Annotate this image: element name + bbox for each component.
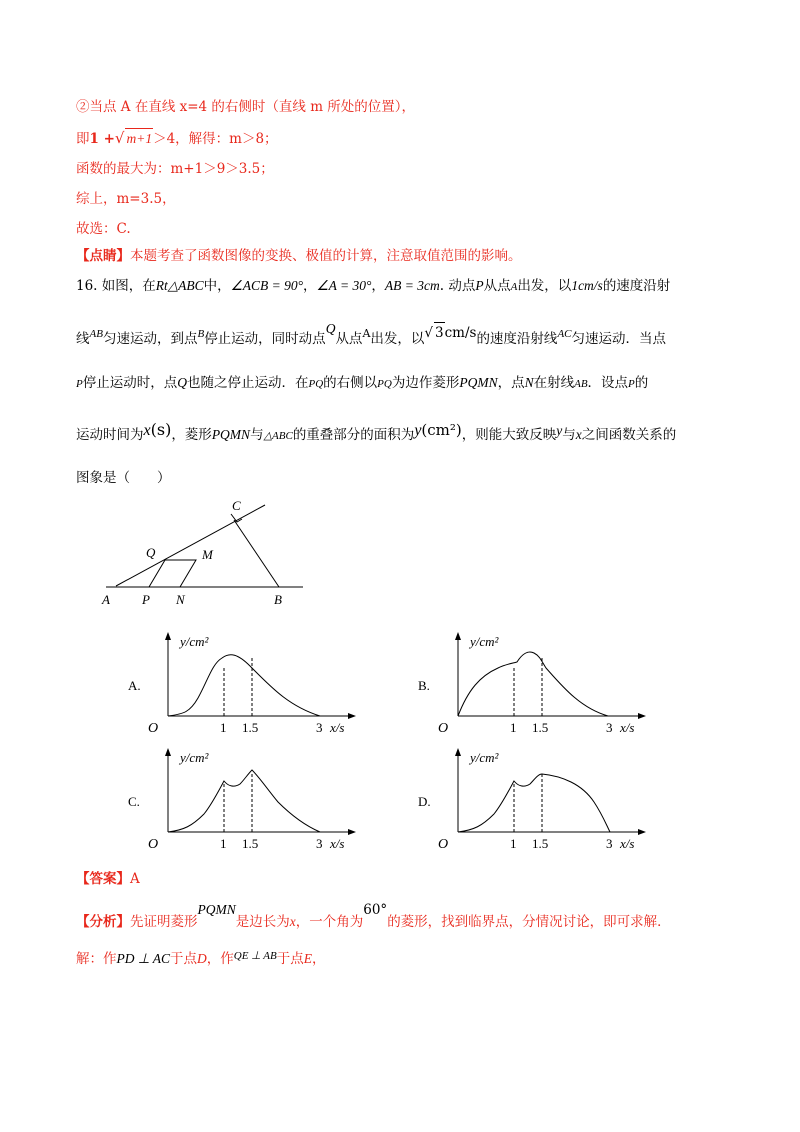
x-axis-label: x/s (620, 836, 635, 851)
tick-label: 1.5 (532, 720, 549, 735)
solution-start-line: 解：作PD ⊥ AC于点D，作$^{QE \perp AB}$于点E， (76, 950, 326, 967)
option-graph (410, 744, 650, 854)
option-letter: B. (418, 678, 430, 693)
answer-line (76, 869, 140, 889)
label-c: C (232, 498, 241, 513)
question-line-1: 16. 如图，在Rt△ABC中，∠ACB = 90°，∠A = 30°，AB = 3cm. 动点P从点A出发，以1cm/s的速度沿射 (76, 278, 671, 294)
tick-label: 3 (606, 720, 613, 735)
comment-tag: 【点睛】 (76, 248, 130, 264)
tick-label: 3 (316, 720, 323, 735)
y-axis-arrow (455, 748, 461, 756)
x-axis-label: x/s (620, 720, 635, 735)
origin-label: O (438, 837, 449, 852)
segment-cb (234, 520, 279, 587)
question-line-4: 运动时间为x(s)，菱形PQMN与△ABC的重叠部分的面积为y(cm²)，则能大致反映y与x之间函数关系的 (76, 420, 677, 443)
label-q: Q (146, 545, 156, 560)
tick-label: 1 (220, 720, 227, 735)
label-a: A (102, 592, 110, 607)
label-m: M (202, 547, 213, 562)
option-graph (410, 628, 650, 738)
solution-line-3: 函数的最大为：m+1＞9＞3.5； (76, 161, 274, 177)
origin-label: O (438, 721, 449, 736)
x-axis-label: x/s (330, 720, 345, 735)
origin-label: O (148, 721, 159, 736)
label-n: N (176, 592, 185, 607)
tick-label: 1.5 (242, 720, 259, 735)
solution-line-4: 综上，m=3.5， (76, 191, 176, 207)
solution-line-2: 即1 +√ m+1＞4，解得：m＞8； (76, 129, 278, 147)
x-axis-label: x/s (330, 836, 345, 851)
graph-curve (458, 774, 610, 832)
option-letter: C. (128, 794, 140, 809)
option-graph (120, 628, 360, 738)
option-letter: D. (418, 794, 431, 809)
label-p: P (142, 592, 150, 607)
question-line-3: P停止运动时，点Q也随之停止运动．在PQ的右侧以PQ为边作菱形PQMN，点N在射线AB．设点P的 (76, 375, 649, 391)
graph-curve (458, 652, 608, 716)
y-axis-arrow (165, 632, 171, 640)
solution-line-5: 故选：C. (76, 221, 131, 237)
x-axis-arrow (348, 829, 356, 835)
x-axis-arrow (638, 713, 646, 719)
y-axis-label: y/cm² (470, 634, 499, 649)
graph-curve (168, 655, 320, 716)
graph-curve (168, 770, 320, 832)
tick-label: 3 (606, 836, 613, 851)
answer-value: A (130, 871, 140, 887)
y-axis-arrow (165, 748, 171, 756)
y-axis-label: y/cm² (470, 750, 499, 765)
triangle-figure (90, 490, 320, 615)
analysis-line: 【分析】先证明菱形PQMN是边长为x，一个角为60°的菱形，找到临界点，分情况讨论，即可求解． (76, 902, 671, 930)
x-axis-arrow (348, 713, 356, 719)
tick-label: 3 (316, 836, 323, 851)
tick-label: 1 (510, 720, 517, 735)
tick-label: 1.5 (532, 836, 549, 851)
tick-label: 1 (220, 836, 227, 851)
answer-tag: 【答案】 (76, 871, 130, 887)
y-axis-label: y/cm² (180, 750, 209, 765)
solution-line-1: ②当点 A 在直线 x=4 的右侧时（直线 m 所处的位置）， (76, 99, 416, 115)
comment-line: 【点睛】本题考查了函数图像的变换、极值的计算，注意取值范围的影响。 (76, 248, 522, 264)
label-b: B (274, 592, 282, 607)
y-axis-label: y/cm² (180, 634, 209, 649)
tick-label: 1.5 (242, 836, 259, 851)
ray-ac (116, 505, 265, 586)
question-line-2: 线$^{AB}$匀速运动，到点$^B$停止运动，同时动点Q从点$^A$出发，以√ 3cm/s的速度沿射线$^{AC}$匀速运动．当点 (76, 321, 666, 347)
x-axis-arrow (638, 829, 646, 835)
option-graph (120, 744, 360, 854)
option-letter: A. (128, 678, 141, 693)
origin-label: O (148, 837, 159, 852)
tick-label: 1 (510, 836, 517, 851)
question-line-5: 图象是（ ） (76, 470, 171, 486)
radicand: m+1 (125, 128, 153, 149)
y-axis-arrow (455, 632, 461, 640)
analysis-tag: 【分析】 (76, 914, 130, 930)
